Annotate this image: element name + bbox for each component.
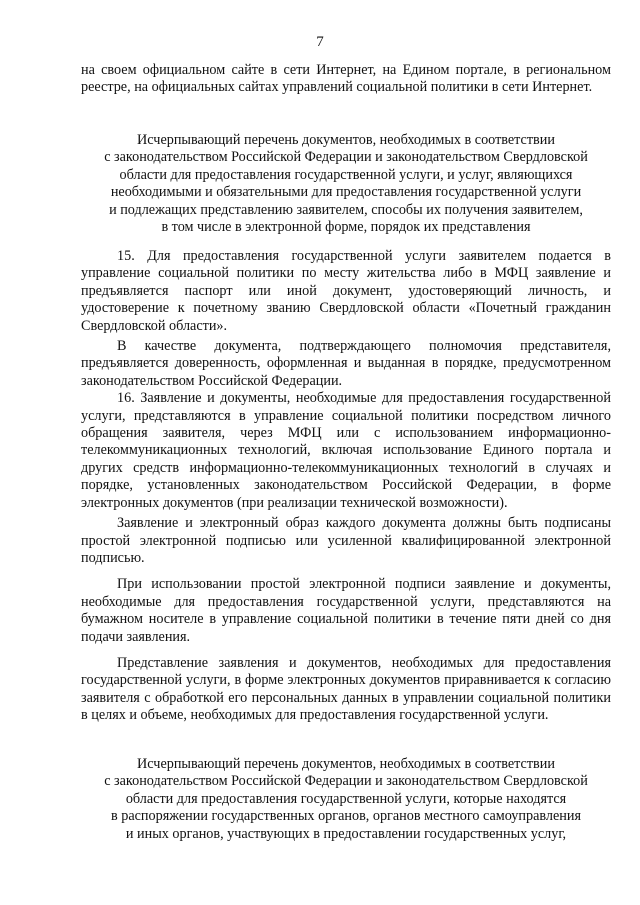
heading-line: с законодательством Российской Федерации и законодательством Свердловской <box>104 773 588 790</box>
heading-line: области для предоставления государственной услуги, и услуг, являющихся <box>119 166 573 183</box>
heading-line: области для предоставления государственной услуги, которые находятся <box>125 790 567 807</box>
heading-line: в том числе в электронной форме, порядок их представления <box>161 219 531 236</box>
paragraph-15: 15. Для предоставления государственной услуги заявителем подается в управление социальной политики по месту жительства либо в МФЦ заявление и предъявляется паспорт или иной документ, удостоверяющий личность, и удостоверение к почетному званию Свердловской области «Почетный гражданин Свердловской области». <box>81 248 611 334</box>
body-text-top <box>81 62 611 97</box>
paragraph-simple-signature: При использовании простой электронной подписи заявление и документы, необходимые для предоставления государственной услуги, представляются на бумажном носителе в управление социальной политики в течение пяти дней со дня подачи заявления. <box>81 576 611 645</box>
section-heading-2 <box>81 756 611 843</box>
page-number: 7 <box>316 34 324 50</box>
heading-line: Исчерпывающий перечень документов, необходимых в соответствии <box>137 132 555 148</box>
heading-line: и иных органов, участвующих в предоставлении государственных услуг, <box>125 825 567 842</box>
heading-line: с законодательством Российской Федерации и законодательством Свердловской <box>104 149 588 166</box>
paragraph-representative: В качестве документа, подтверждающего полномочия представителя, предъявляется доверенность, оформленная и выданная в порядке, предусмотренном законодательством Российской Федерации. <box>81 338 611 389</box>
section-heading-1 <box>81 132 611 236</box>
heading-line: и подлежащих представлению заявителем, способы их получения заявителем, <box>109 201 583 218</box>
paragraph-signature: Заявление и электронный образ каждого документа должны быть подписаны простой электронной подписью или усиленной квалифицированной электронной подписью. <box>81 515 611 566</box>
heading-line: необходимыми и обязательными для предоставления государственной услуги <box>110 184 582 201</box>
heading-line: Исчерпывающий перечень документов, необходимых в соответствии <box>137 756 555 772</box>
body-text-main <box>81 248 611 725</box>
paragraph-continuation: на своем официальном сайте в сети Интернет, на Едином портале, в региональном реестре, на официальных сайтах управлений социальной политики в сети Интернет. <box>81 62 611 96</box>
paragraph-16: 16. Заявление и документы, необходимые для предоставления государственной услуги, представляются в управление социальной политики посредством личного обращения заявителя, через МФЦ или с использованием информационно-телекоммуникационных технологий, включая использование Единого портала и других средств информационно-телекоммуникационных технологий в случаях и порядке, установленных законодательством Российской Федерации, в форме электронных документов (при реализации технической возможности). <box>81 390 611 511</box>
heading-line: в распоряжении государственных органов, органов местного самоуправления <box>111 808 581 825</box>
paragraph-consent: Представление заявления и документов, необходимых для предоставления государственной услуги, в форме электронных документов приравнивается к согласию заявителя с обработкой его персональных данных в управлении социальной политики в целях и объеме, необходимых для предоставления государственной услуги. <box>81 654 611 724</box>
